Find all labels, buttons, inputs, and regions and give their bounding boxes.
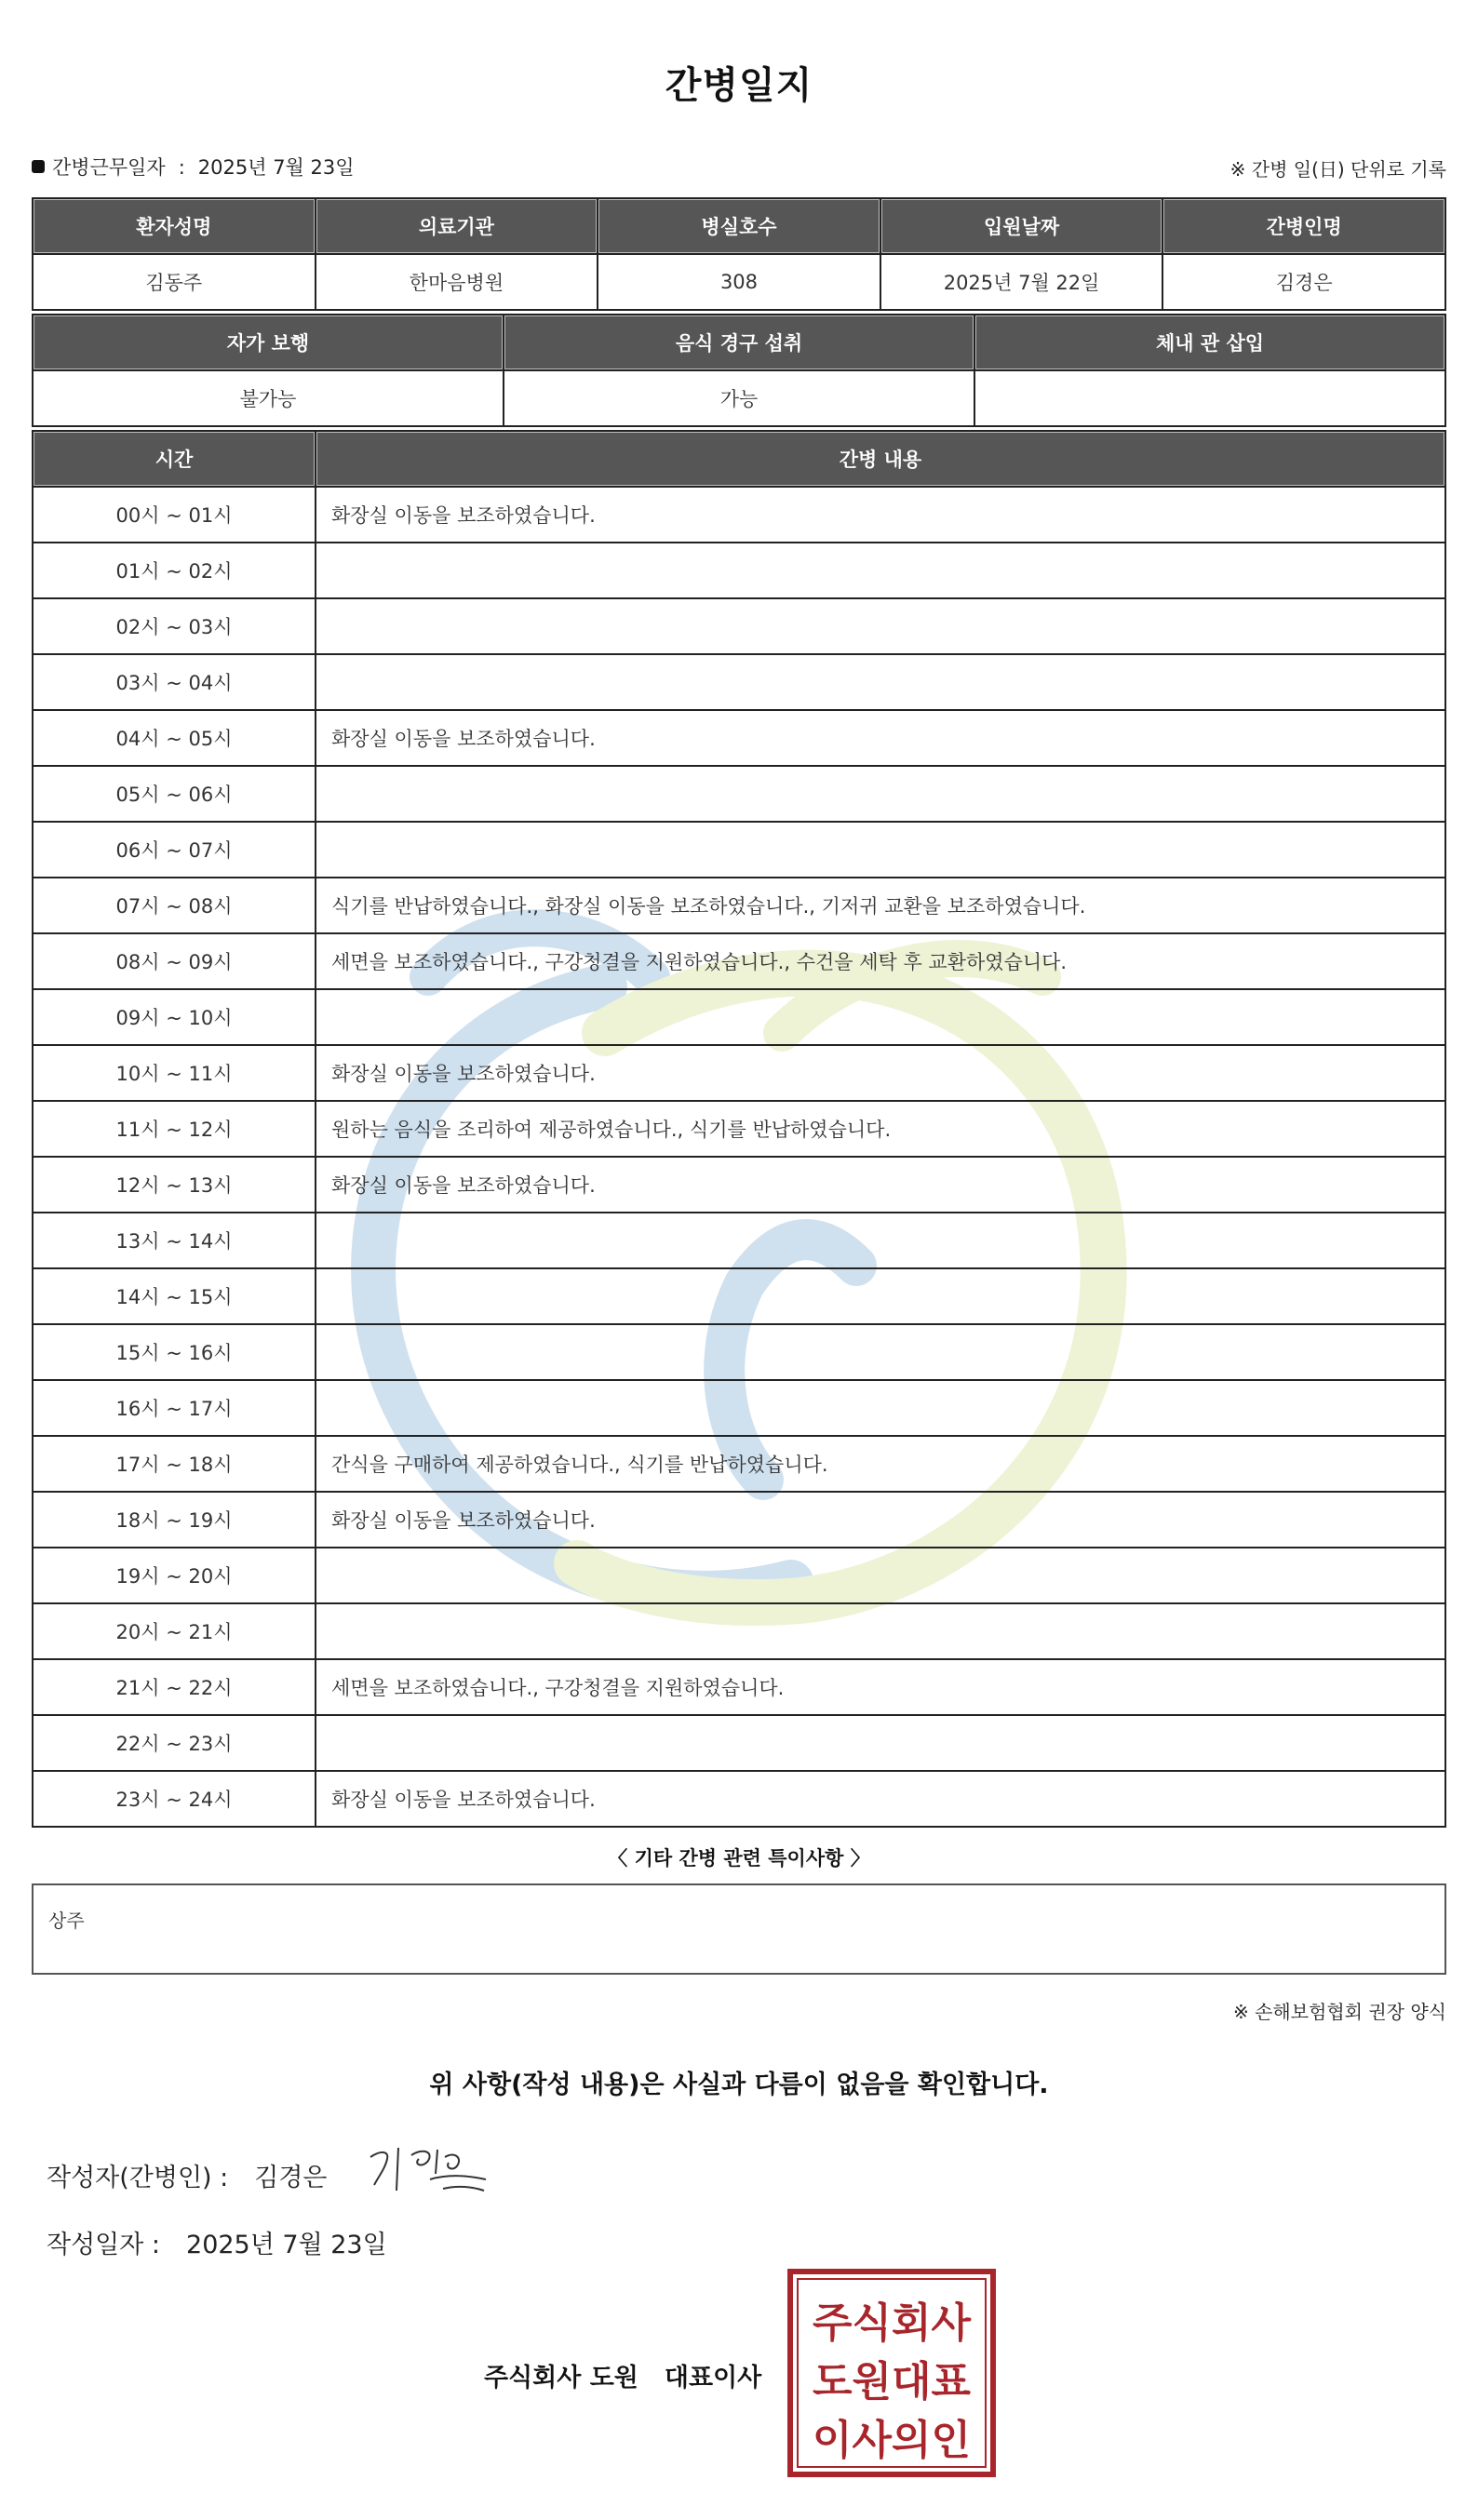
log-time: 10시 ~ 11시	[33, 1045, 316, 1101]
write-date-line	[47, 2224, 387, 2260]
log-content: 식기를 반납하였습니다., 화장실 이동을 보조하였습니다., 기저귀 교환을 보조하였습니다.	[316, 878, 1445, 933]
log-content: 화장실 이동을 보조하였습니다.	[316, 1771, 1445, 1827]
seal-text-line: 주식회사	[812, 2299, 972, 2347]
care-log-body	[33, 487, 1445, 1827]
table-row	[33, 1324, 1445, 1380]
header-patient-name: 환자성명	[33, 198, 316, 254]
log-time: 13시 ~ 14시	[33, 1213, 316, 1268]
table-row	[33, 543, 1445, 598]
write-date-label: 작성일자 :	[47, 2231, 161, 2259]
table-row	[33, 822, 1445, 878]
log-content	[316, 1380, 1445, 1436]
log-content: 세면을 보조하였습니다., 구강청결을 지원하였습니다., 수건을 세탁 후 교환하였습니다.	[316, 933, 1445, 989]
header-caregiver-name: 간병인명	[1162, 198, 1445, 254]
log-time: 04시 ~ 05시	[33, 710, 316, 766]
work-date-label: 간병근무일자	[52, 156, 166, 179]
remarks-title: 〈 기타 간병 관련 특이사항 〉	[608, 1847, 870, 1870]
header-hospital: 의료기관	[316, 198, 598, 254]
record-unit-note: ※ 간병 일(日) 단위로 기록	[1229, 158, 1446, 181]
table-row	[33, 1268, 1445, 1324]
log-time: 18시 ~ 19시	[33, 1492, 316, 1548]
log-content: 화장실 이동을 보조하였습니다.	[316, 487, 1445, 543]
log-time: 19시 ~ 20시	[33, 1548, 316, 1603]
table-row	[33, 1045, 1445, 1101]
table-row	[33, 1715, 1445, 1771]
tube-insertion-value	[974, 370, 1445, 426]
log-time: 17시 ~ 18시	[33, 1436, 316, 1492]
log-content	[316, 1548, 1445, 1603]
log-content	[316, 1324, 1445, 1380]
confirmation-statement: 위 사항(작성 내용)은 사실과 다름이 없음을 확인합니다.	[429, 2071, 1049, 2099]
log-time: 20시 ~ 21시	[33, 1603, 316, 1659]
header-time: 시간	[33, 431, 316, 487]
log-content	[316, 543, 1445, 598]
log-content: 화장실 이동을 보조하였습니다.	[316, 1157, 1445, 1213]
log-time: 23시 ~ 24시	[33, 1771, 316, 1827]
table-row	[33, 878, 1445, 933]
table-row	[33, 1101, 1445, 1157]
remarks-text: 상주	[48, 1910, 85, 1932]
header-oral-intake: 음식 경구 섭취	[504, 315, 974, 370]
table-row	[33, 654, 1445, 710]
square-bullet-icon	[32, 160, 45, 173]
log-time: 12시 ~ 13시	[33, 1157, 316, 1213]
log-content	[316, 1603, 1445, 1659]
log-content: 화장실 이동을 보조하였습니다.	[316, 710, 1445, 766]
write-date-value: 2025년 7월 23일	[186, 2231, 387, 2259]
log-content	[316, 1268, 1445, 1324]
table-row	[33, 1492, 1445, 1548]
log-time: 22시 ~ 23시	[33, 1715, 316, 1771]
work-date	[32, 153, 355, 181]
log-time: 01시 ~ 02시	[33, 543, 316, 598]
table-row	[33, 1213, 1445, 1268]
table-row	[33, 710, 1445, 766]
log-time: 08시 ~ 09시	[33, 933, 316, 989]
log-time: 21시 ~ 22시	[33, 1659, 316, 1715]
table-row	[33, 598, 1445, 654]
document-title: 간병일지	[665, 64, 813, 107]
header-room-number: 병실호수	[598, 198, 880, 254]
log-content	[316, 989, 1445, 1045]
table-row	[33, 1157, 1445, 1213]
header-care-content: 간병 내용	[316, 431, 1445, 487]
log-content	[316, 1715, 1445, 1771]
log-content	[316, 654, 1445, 710]
seal-text-line: 도원대표	[812, 2358, 972, 2406]
log-content	[316, 822, 1445, 878]
log-time: 07시 ~ 08시	[33, 878, 316, 933]
header-admission-date: 입원날짜	[880, 198, 1163, 254]
table-row	[33, 1603, 1445, 1659]
log-time: 03시 ~ 04시	[33, 654, 316, 710]
log-time: 02시 ~ 03시	[33, 598, 316, 654]
company-name: 주식회사 도원	[484, 2364, 638, 2393]
remarks-box	[32, 1883, 1446, 1975]
writer-line	[47, 2157, 328, 2193]
patient-name: 김동주	[33, 254, 316, 310]
work-date-value: 2025년 7월 23일	[197, 156, 355, 179]
header-tube-insertion: 체내 관 삽입	[974, 315, 1445, 370]
table-row	[33, 1548, 1445, 1603]
table-row	[33, 933, 1445, 989]
log-content	[316, 766, 1445, 822]
log-time: 15시 ~ 16시	[33, 1324, 316, 1380]
header-self-walking: 자가 보행	[33, 315, 504, 370]
hospital-name: 한마음병원	[316, 254, 598, 310]
log-content: 화장실 이동을 보조하였습니다.	[316, 1045, 1445, 1101]
form-source-note: ※ 손해보험협회 권장 양식	[1232, 2001, 1446, 2023]
log-time: 00시 ~ 01시	[33, 487, 316, 543]
patient-status-table	[32, 314, 1446, 427]
log-time: 06시 ~ 07시	[33, 822, 316, 878]
oral-intake-value: 가능	[504, 370, 974, 426]
writer-name: 김경은	[254, 2164, 328, 2192]
table-row	[33, 1771, 1445, 1827]
caregiver-name: 김경은	[1162, 254, 1445, 310]
seal-text-line: 이사의인	[812, 2417, 972, 2464]
table-row	[33, 1659, 1445, 1715]
company-seal-stamp	[786, 2268, 997, 2478]
log-time: 14시 ~ 15시	[33, 1268, 316, 1324]
room-number: 308	[598, 254, 880, 310]
table-row	[33, 1436, 1445, 1492]
handwritten-signature	[365, 2137, 495, 2202]
company-line	[484, 2357, 761, 2393]
patient-info-table	[32, 197, 1446, 311]
log-time: 16시 ~ 17시	[33, 1380, 316, 1436]
log-content: 간식을 구매하여 제공하였습니다., 식기를 반납하였습니다.	[316, 1436, 1445, 1492]
writer-label: 작성자(간병인) :	[47, 2164, 229, 2192]
self-walking-value: 불가능	[33, 370, 504, 426]
log-time: 05시 ~ 06시	[33, 766, 316, 822]
table-row	[33, 1380, 1445, 1436]
admission-date: 2025년 7월 22일	[880, 254, 1163, 310]
table-row	[33, 989, 1445, 1045]
table-row	[33, 766, 1445, 822]
company-title: 대표이사	[664, 2364, 762, 2393]
log-content	[316, 1213, 1445, 1268]
work-date-separator: :	[178, 156, 185, 179]
table-row	[33, 487, 1445, 543]
log-content: 세면을 보조하였습니다., 구강청결을 지원하였습니다.	[316, 1659, 1445, 1715]
log-content: 화장실 이동을 보조하였습니다.	[316, 1492, 1445, 1548]
log-content: 원하는 음식을 조리하여 제공하였습니다., 식기를 반납하였습니다.	[316, 1101, 1445, 1157]
log-time: 11시 ~ 12시	[33, 1101, 316, 1157]
log-time: 09시 ~ 10시	[33, 989, 316, 1045]
log-content	[316, 598, 1445, 654]
care-log-table	[32, 430, 1446, 1828]
